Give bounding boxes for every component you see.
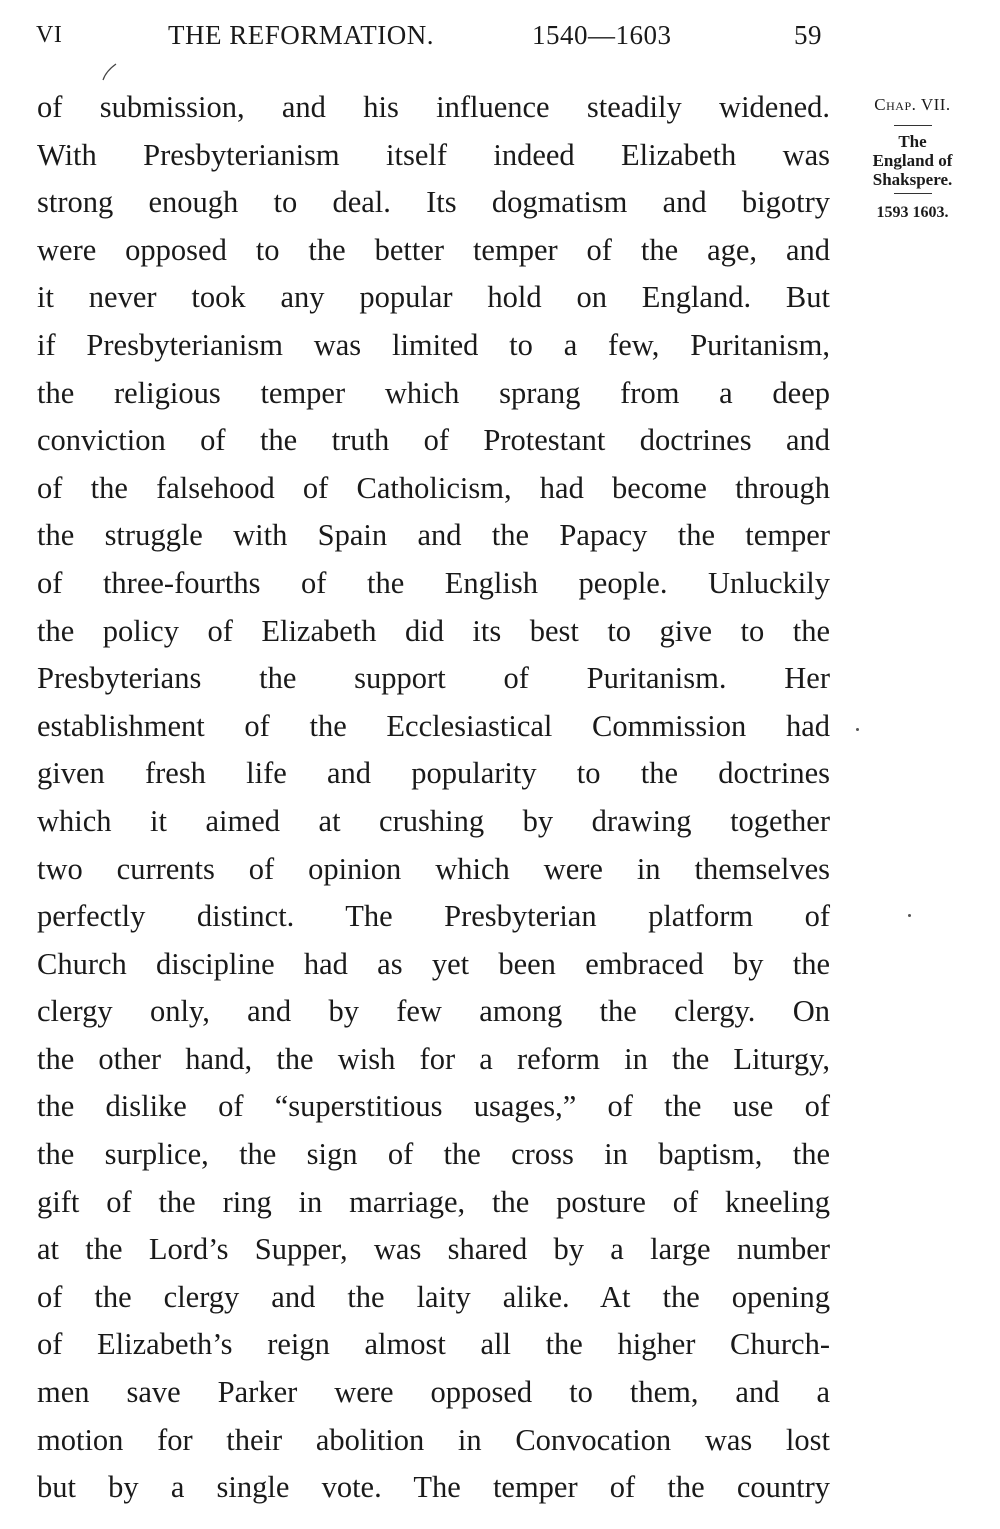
body-line: the struggle with Spain and the Papacy the temper bbox=[37, 518, 830, 553]
body-line: perfectly distinct. The Presbyterian platform of bbox=[37, 899, 830, 934]
body-line: of the clergy and the laity alike. At the opening bbox=[37, 1279, 830, 1314]
sidenote-rule-bottom bbox=[894, 193, 932, 194]
body-line: of Elizabeth’s reign almost all the higher Church- bbox=[37, 1327, 830, 1362]
running-title: THE REFORMATION. bbox=[168, 20, 435, 50]
sidenote-rule-top bbox=[894, 125, 932, 126]
body-line: the religious temper which sprang from a deep bbox=[37, 375, 830, 410]
body-line: gift of the ring in marriage, the posture of kneeling bbox=[37, 1184, 830, 1219]
body-line: if Presbyterianism was limited to a few, Puritanism, bbox=[37, 327, 830, 362]
body-line: men save Parker were opposed to them, and a bbox=[37, 1375, 830, 1410]
body-line: Church discipline had as yet been embraced by the bbox=[37, 946, 830, 981]
body-line: conviction of the truth of Protestant doctrines and bbox=[37, 423, 830, 458]
body-line: motion for their abolition in Convocation was lost bbox=[37, 1422, 830, 1457]
running-dates: 1540—1603 bbox=[532, 20, 672, 50]
margin-sidenote bbox=[845, 96, 980, 222]
page-number: 59 bbox=[794, 20, 822, 50]
body-line: establishment of the Ecclesiastical Commission had bbox=[37, 708, 830, 743]
chapter-number: VI bbox=[36, 22, 63, 48]
pen-tick-mark bbox=[100, 62, 118, 82]
body-line: of the falsehood of Catholicism, had become through bbox=[37, 470, 830, 505]
body-text bbox=[37, 84, 830, 1512]
body-line: were opposed to the better temper of the age, and bbox=[37, 232, 830, 267]
paper-speck bbox=[908, 914, 911, 917]
body-line: strong enough to deal. Its dogmatism and bigotry bbox=[37, 185, 830, 220]
body-line: of submission, and his influence steadily widened. bbox=[37, 90, 830, 124]
sidenote-heading-line2: England of bbox=[872, 151, 953, 170]
sidenote-heading-line1: The bbox=[898, 132, 927, 151]
body-line: but by a single vote. The temper of the country bbox=[37, 1470, 830, 1505]
body-line: two currents of opinion which were in themselves bbox=[37, 851, 830, 886]
sidenote-years: 1593 1603. bbox=[876, 204, 949, 221]
body-line: it never took any popular hold on England. But bbox=[37, 280, 830, 315]
body-line: the dislike of “superstitious usages,” of the use of bbox=[37, 1089, 830, 1124]
running-header bbox=[36, 16, 830, 56]
body-line: at the Lord’s Supper, was shared by a large number bbox=[37, 1232, 830, 1267]
body-line: of three-fourths of the English people. Unluckily bbox=[37, 565, 830, 600]
body-line: which it aimed at crushing by drawing together bbox=[37, 803, 830, 838]
body-line: the other hand, the wish for a reform in the Liturgy, bbox=[37, 1041, 830, 1076]
body-line: the policy of Elizabeth did its best to give to the bbox=[37, 613, 830, 648]
sidenote-chapter: Chap. VII. bbox=[874, 95, 951, 114]
paper-speck bbox=[856, 728, 859, 731]
body-line: Presbyterians the support of Puritanism. Her bbox=[37, 661, 830, 696]
body-line: clergy only, and by few among the clergy. On bbox=[37, 994, 830, 1029]
body-line: given fresh life and popularity to the doctrines bbox=[37, 756, 830, 791]
body-line: the surplice, the sign of the cross in baptism, the bbox=[37, 1137, 830, 1172]
body-line: With Presbyterianism itself indeed Elizabeth was bbox=[37, 137, 830, 172]
sidenote-heading-line3: Shakspere. bbox=[872, 170, 953, 189]
